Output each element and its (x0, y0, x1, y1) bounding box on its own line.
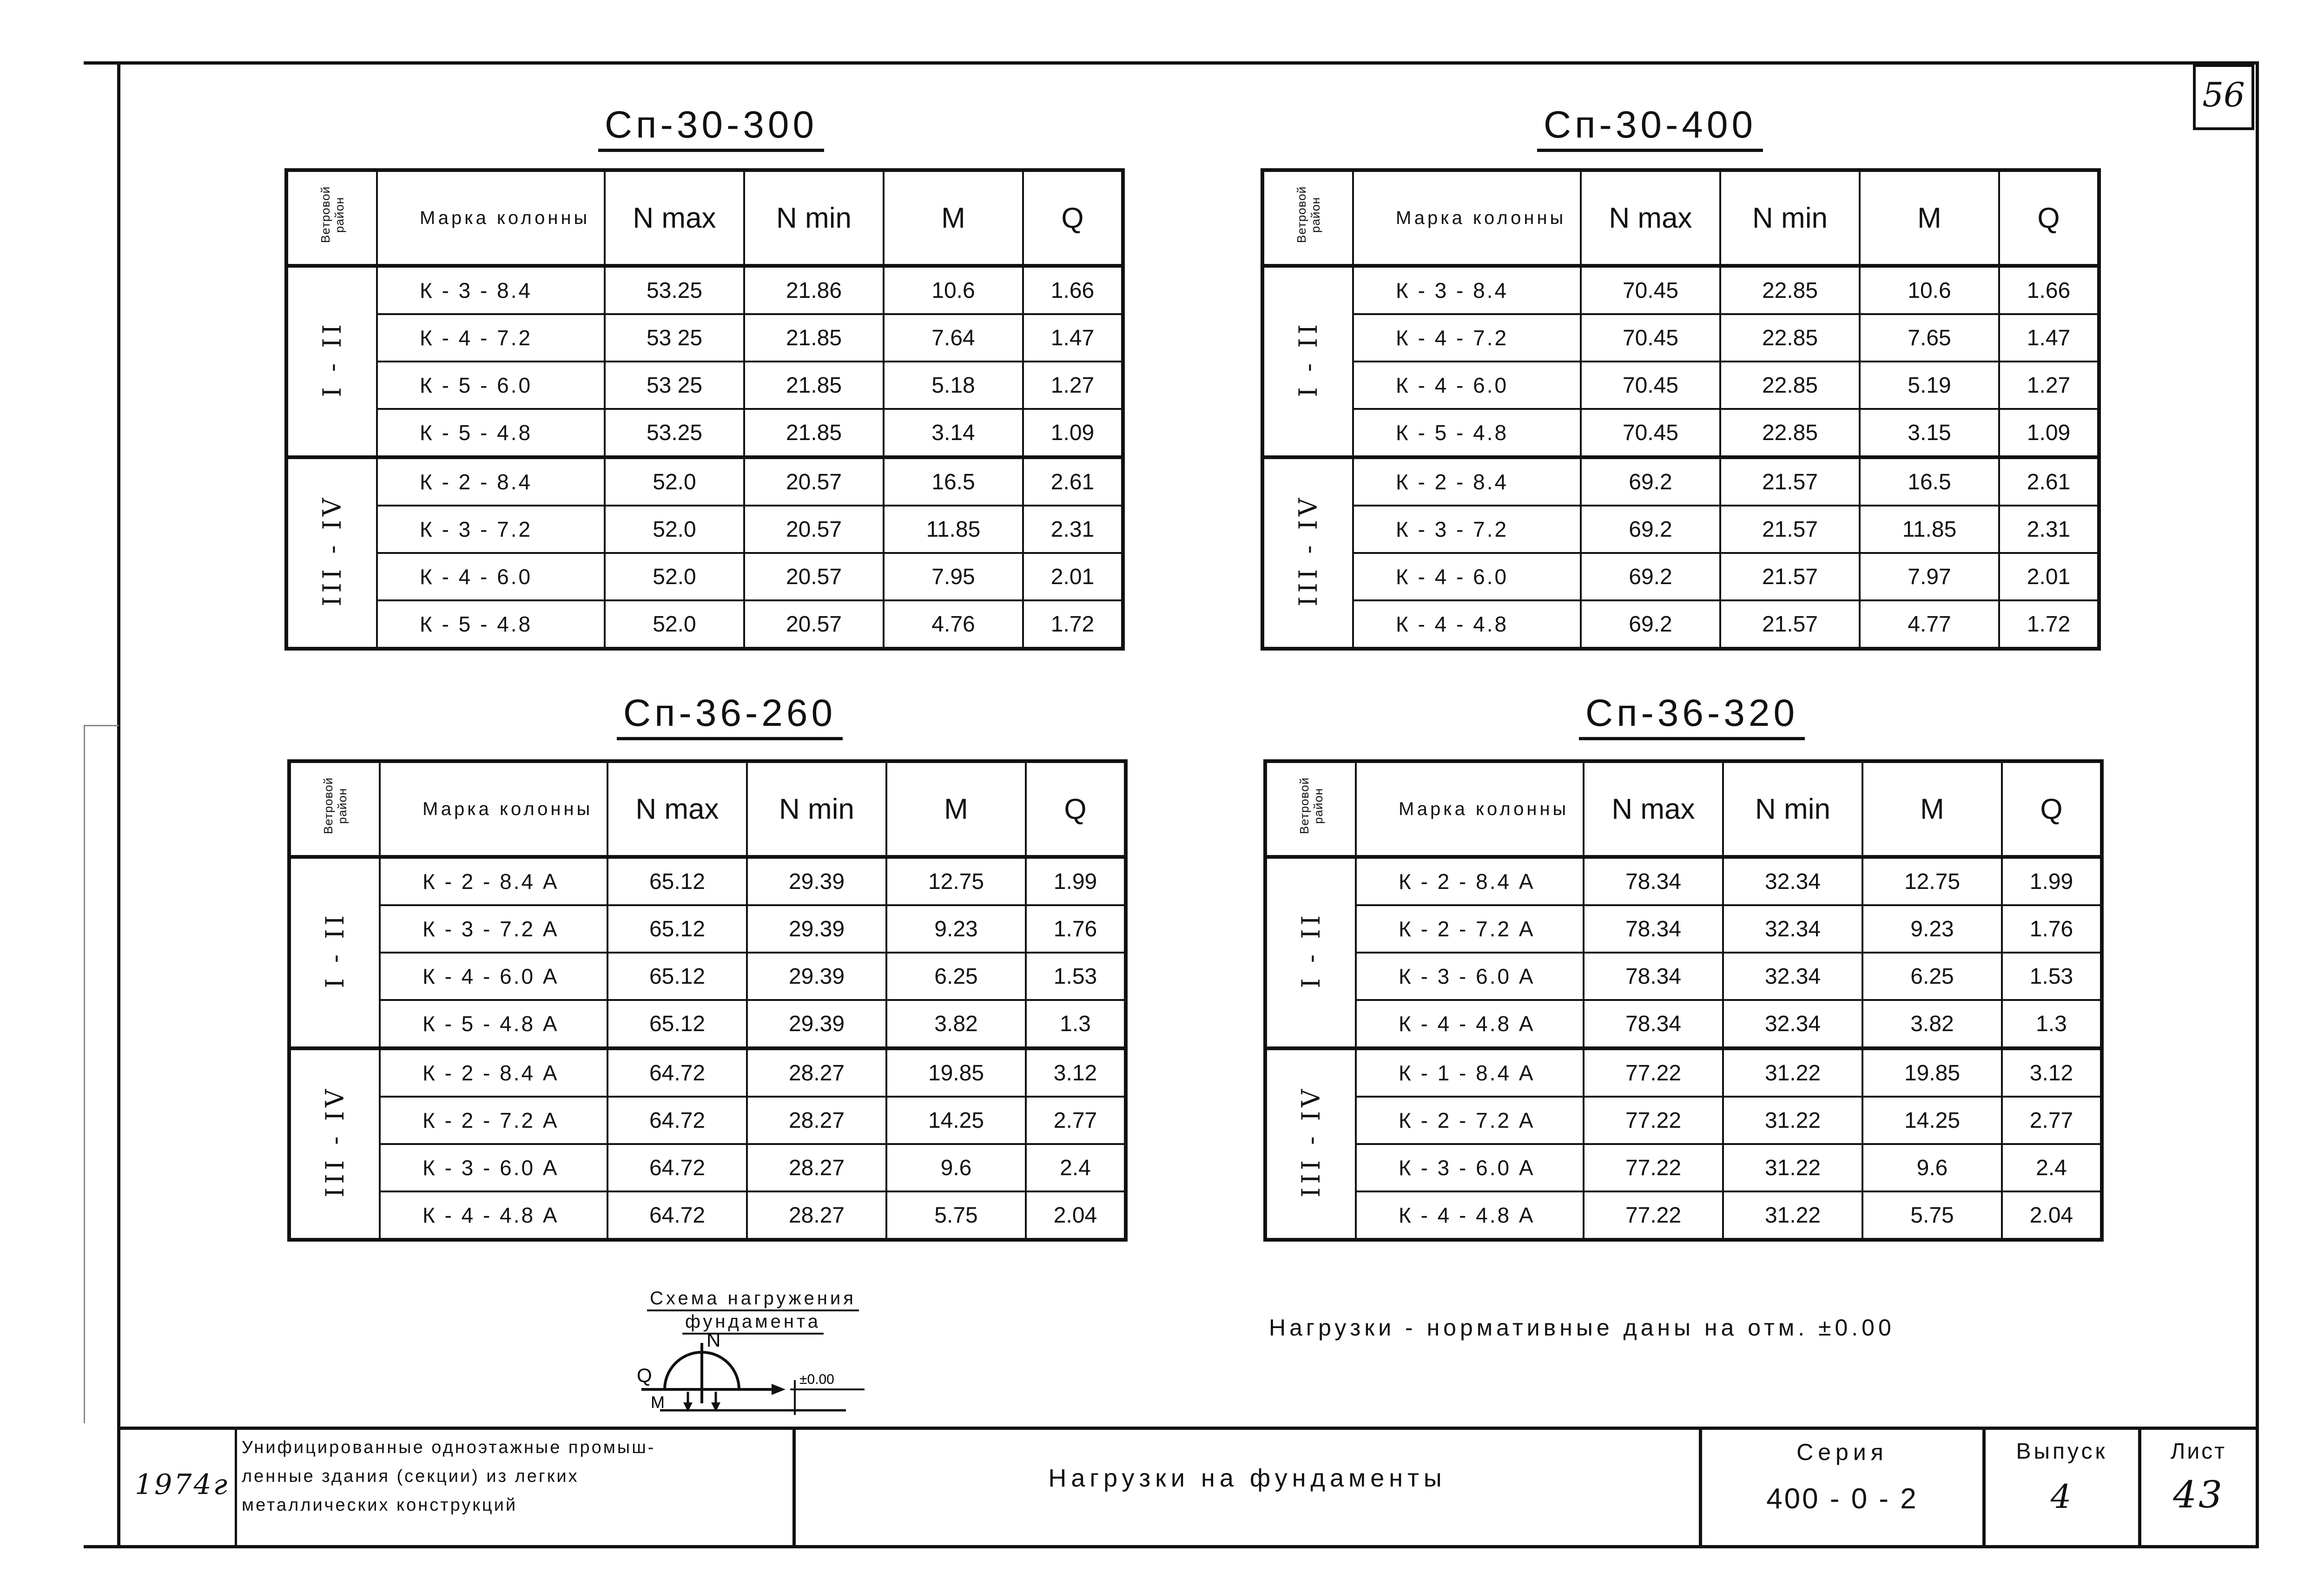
header-wind-region: Ветровой район (321, 777, 349, 834)
cell-nmin: 20.57 (744, 600, 884, 649)
cell-nmin: 29.39 (747, 953, 886, 1000)
cell-marka: К - 5 - 6.0 (377, 362, 605, 409)
cell-q: 2.77 (2002, 1097, 2102, 1144)
cell-nmax: 53.25 (605, 409, 744, 457)
cell-marka: К - 2 - 7.2 А (380, 1097, 607, 1144)
cell-marka: К - 2 - 8.4 А (380, 1048, 607, 1097)
cell-m: 3.82 (1862, 1000, 2002, 1048)
cell-marka: К - 4 - 6.0 (377, 553, 605, 600)
cell-m: 4.76 (884, 600, 1023, 649)
cell-nmax: 65.12 (607, 857, 747, 905)
header-nmin: N min (744, 170, 884, 266)
cell-nmin: 21.86 (744, 266, 884, 314)
cell-m: 3.15 (1860, 409, 1999, 457)
cell-m: 9.23 (1862, 905, 2002, 953)
cell-q: 1.3 (2002, 1000, 2102, 1048)
cell-q: 1.27 (1999, 362, 2099, 409)
cell-nmin: 21.57 (1720, 553, 1860, 600)
cell-marka: К - 4 - 7.2 (377, 314, 605, 362)
cell-m: 12.75 (886, 857, 1026, 905)
cell-m: 6.25 (886, 953, 1026, 1000)
cell-nmin: 31.22 (1723, 1191, 1862, 1240)
header-marka: Марка колонны (377, 170, 605, 266)
cell-nmin: 20.57 (744, 506, 884, 553)
cell-m: 9.6 (1862, 1144, 2002, 1191)
cell-nmin: 22.85 (1720, 362, 1860, 409)
cell-marka: К - 3 - 7.2 А (380, 905, 607, 953)
cell-marka: К - 5 - 4.8 (377, 600, 605, 649)
cell-q: 2.4 (1026, 1144, 1126, 1191)
cell-marka: К - 3 - 6.0 А (1356, 953, 1584, 1000)
cell-m: 7.97 (1860, 553, 1999, 600)
cell-nmax: 52.0 (605, 457, 744, 506)
scheme-title-line2: фундамента (646, 1311, 860, 1332)
cell-nmax: 53 25 (605, 362, 744, 409)
titleblock-series-value: 400 - 0 - 2 (1766, 1483, 1918, 1515)
titleblock-issue-value: 4 (2050, 1478, 2073, 1516)
titleblock-description-line3: металлических конструкций (242, 1495, 518, 1515)
cell-q: 2.31 (1023, 506, 1123, 553)
header-nmin: N min (1720, 170, 1860, 266)
header-wind-region: Ветровой район (318, 186, 346, 243)
cell-m: 14.25 (886, 1097, 1026, 1144)
cell-m: 3.14 (884, 409, 1023, 457)
cell-m: 16.5 (1860, 457, 1999, 506)
cell-nmax: 77.22 (1584, 1144, 1723, 1191)
header-q: Q (1023, 170, 1123, 266)
header-q: Q (2002, 761, 2102, 857)
header-m: M (1862, 761, 2002, 857)
cell-q: 1.99 (2002, 857, 2102, 905)
cell-m: 11.85 (1860, 506, 1999, 553)
cell-marka: К - 3 - 7.2 (1353, 506, 1581, 553)
cell-m: 9.23 (886, 905, 1026, 953)
cell-nmin: 21.57 (1720, 600, 1860, 649)
cell-q: 3.12 (1026, 1048, 1126, 1097)
cell-q: 1.76 (2002, 905, 2102, 953)
table-3-title: Сп-36-260 (576, 691, 883, 735)
cell-q: 1.76 (1026, 905, 1126, 953)
table-2-title: Сп-30-400 (1497, 103, 1803, 147)
header-nmax: N max (607, 761, 747, 857)
cell-m: 19.85 (1862, 1048, 2002, 1097)
cell-nmax: 69.2 (1581, 600, 1720, 649)
cell-nmax: 65.12 (607, 953, 747, 1000)
cell-m: 5.18 (884, 362, 1023, 409)
cell-m: 5.75 (1862, 1191, 2002, 1240)
header-m: M (884, 170, 1023, 266)
cell-q: 1.66 (1999, 266, 2099, 314)
cell-nmin: 20.57 (744, 457, 884, 506)
cell-marka: К - 3 - 8.4 (377, 266, 605, 314)
header-q: Q (1999, 170, 2099, 266)
cell-marka: К - 1 - 8.4 А (1356, 1048, 1584, 1097)
cell-marka: К - 4 - 7.2 (1353, 314, 1581, 362)
cell-nmax: 78.34 (1584, 1000, 1723, 1048)
cell-nmin: 28.27 (747, 1048, 886, 1097)
cell-nmin: 32.34 (1723, 953, 1862, 1000)
cell-nmin: 29.39 (747, 857, 886, 905)
titleblock-divider-3 (1699, 1427, 1702, 1548)
cell-nmax: 64.72 (607, 1097, 747, 1144)
cell-nmax: 78.34 (1584, 953, 1723, 1000)
cell-q: 1.99 (1026, 857, 1126, 905)
header-nmin: N min (1723, 761, 1862, 857)
cell-nmax: 70.45 (1581, 362, 1720, 409)
normative-loads-note: Нагрузки - нормативные даны на отм. ±0.00 (1269, 1315, 1895, 1341)
cell-nmax: 65.12 (607, 1000, 747, 1048)
cell-nmin: 32.34 (1723, 857, 1862, 905)
cell-q: 2.61 (1999, 457, 2099, 506)
frame-top-line (84, 61, 2259, 65)
cell-marka: К - 5 - 4.8 (1353, 409, 1581, 457)
cell-q: 1.47 (1999, 314, 2099, 362)
cell-marka: К - 3 - 6.0 А (380, 1144, 607, 1191)
foundation-load-diagram (632, 1334, 874, 1417)
wind-region-label: III - IV (1294, 494, 1323, 606)
titleblock-series-label: Серия (1796, 1439, 1888, 1465)
label-level: ±0.00 (799, 1372, 834, 1387)
cell-nmin: 28.27 (747, 1097, 886, 1144)
cell-m: 4.77 (1860, 600, 1999, 649)
header-marka: Марка колонны (380, 761, 607, 857)
cell-marka: К - 4 - 4.8 А (380, 1191, 607, 1240)
header-m: M (1860, 170, 1999, 266)
cell-marka: К - 5 - 4.8 (377, 409, 605, 457)
cell-nmax: 78.34 (1584, 857, 1723, 905)
cell-marka: К - 3 - 8.4 (1353, 266, 1581, 314)
cell-nmin: 32.34 (1723, 1000, 1862, 1048)
wind-region-label: III - IV (1296, 1085, 1326, 1197)
cell-nmin: 20.57 (744, 553, 884, 600)
cell-nmin: 31.22 (1723, 1048, 1862, 1097)
cell-nmax: 70.45 (1581, 409, 1720, 457)
cell-marka: К - 2 - 8.4 (377, 457, 605, 506)
cell-marka: К - 4 - 4.8 (1353, 600, 1581, 649)
titleblock-issue-label: Выпуск (2016, 1439, 2108, 1464)
cell-nmax: 69.2 (1581, 506, 1720, 553)
header-m: M (886, 761, 1026, 857)
cell-m: 5.19 (1860, 362, 1999, 409)
cell-marka: К - 5 - 4.8 А (380, 1000, 607, 1048)
cell-nmax: 77.22 (1584, 1097, 1723, 1144)
cell-nmin: 21.85 (744, 409, 884, 457)
cell-nmax: 69.2 (1581, 553, 1720, 600)
cell-m: 7.95 (884, 553, 1023, 600)
cell-q: 1.53 (1026, 953, 1126, 1000)
label-n: N (706, 1334, 721, 1351)
titleblock-divider-2 (792, 1427, 796, 1548)
wind-region-label: I - II (320, 911, 350, 988)
cell-nmax: 64.72 (607, 1048, 747, 1097)
label-q: Q (637, 1364, 652, 1386)
cell-m: 11.85 (884, 506, 1023, 553)
load-table-1 (284, 168, 1125, 651)
cell-nmin: 21.57 (1720, 506, 1860, 553)
cell-nmin: 29.39 (747, 1000, 886, 1048)
titleblock-divider-5 (2138, 1427, 2141, 1548)
titleblock-divider-1 (235, 1427, 237, 1548)
wind-region-label: I - II (1294, 320, 1323, 397)
cell-marka: К - 3 - 6.0 А (1356, 1144, 1584, 1191)
cell-nmin: 22.85 (1720, 266, 1860, 314)
cell-marka: К - 4 - 6.0 А (380, 953, 607, 1000)
cell-nmin: 31.22 (1723, 1144, 1862, 1191)
header-q: Q (1026, 761, 1126, 857)
header-wind-region: Ветровой район (1297, 777, 1325, 834)
cell-q: 1.47 (1023, 314, 1123, 362)
cell-nmax: 77.22 (1584, 1048, 1723, 1097)
cell-m: 7.64 (884, 314, 1023, 362)
cell-nmin: 22.85 (1720, 409, 1860, 457)
cell-marka: К - 4 - 4.8 А (1356, 1000, 1584, 1048)
cell-nmax: 52.0 (605, 600, 744, 649)
cell-q: 1.72 (1999, 600, 2099, 649)
frame-right-line (2256, 61, 2259, 1548)
cell-nmin: 32.34 (1723, 905, 1862, 953)
cell-m: 14.25 (1862, 1097, 2002, 1144)
cell-m: 5.75 (886, 1191, 1026, 1240)
table-4-title: Сп-36-320 (1538, 691, 1845, 735)
table-1-title: Сп-30-300 (558, 103, 865, 147)
header-marka: Марка колонны (1353, 170, 1581, 266)
cell-nmax: 52.0 (605, 553, 744, 600)
wind-region-label: I - II (1296, 911, 1326, 988)
titleblock-top-line (117, 1427, 2259, 1430)
cell-m: 12.75 (1862, 857, 2002, 905)
cell-m: 3.82 (886, 1000, 1026, 1048)
titleblock-sheet-label: Лист (2170, 1439, 2227, 1464)
load-table-3 (287, 759, 1128, 1242)
cell-marka: К - 2 - 8.4 А (380, 857, 607, 905)
header-marka: Марка колонны (1356, 761, 1584, 857)
wind-region-label: III - IV (320, 1085, 350, 1197)
cell-nmax: 53.25 (605, 266, 744, 314)
cell-m: 19.85 (886, 1048, 1026, 1097)
scheme-title-line1: Схема нагружения (604, 1288, 902, 1309)
cell-nmax: 70.45 (1581, 314, 1720, 362)
cell-marka: К - 3 - 7.2 (377, 506, 605, 553)
frame-bottom-line (84, 1545, 2259, 1548)
titleblock-description-line1: Унифицированные одноэтажные промыш- (242, 1438, 656, 1457)
cell-marka: К - 4 - 6.0 (1353, 553, 1581, 600)
cell-marka: К - 2 - 7.2 А (1356, 905, 1584, 953)
cell-nmin: 22.85 (1720, 314, 1860, 362)
cell-m: 16.5 (884, 457, 1023, 506)
titleblock-description-line2: ленные здания (секции) из легких (242, 1467, 579, 1486)
cell-q: 1.66 (1023, 266, 1123, 314)
cell-m: 9.6 (886, 1144, 1026, 1191)
cell-nmin: 28.27 (747, 1144, 886, 1191)
cell-q: 2.4 (2002, 1144, 2102, 1191)
wind-region-label: III - IV (317, 494, 347, 606)
cell-q: 1.72 (1023, 600, 1123, 649)
cell-q: 1.27 (1023, 362, 1123, 409)
cell-q: 2.01 (1023, 553, 1123, 600)
cell-nmax: 64.72 (607, 1191, 747, 1240)
cell-q: 1.09 (1999, 409, 2099, 457)
cell-marka: К - 2 - 8.4 А (1356, 857, 1584, 905)
sheet-corner-number: 56 (2193, 64, 2254, 130)
cell-nmax: 52.0 (605, 506, 744, 553)
header-nmax: N max (1581, 170, 1720, 266)
cell-nmax: 69.2 (1581, 457, 1720, 506)
cell-q: 2.61 (1023, 457, 1123, 506)
cell-m: 10.6 (1860, 266, 1999, 314)
cell-nmax: 53 25 (605, 314, 744, 362)
cell-q: 2.31 (1999, 506, 2099, 553)
cell-q: 2.01 (1999, 553, 2099, 600)
cell-q: 3.12 (2002, 1048, 2102, 1097)
titleblock-divider-4 (1982, 1427, 1986, 1548)
cell-nmin: 31.22 (1723, 1097, 1862, 1144)
cell-nmax: 64.72 (607, 1144, 747, 1191)
cell-m: 6.25 (1862, 953, 2002, 1000)
label-m: M (651, 1393, 665, 1412)
cell-nmax: 77.22 (1584, 1191, 1723, 1240)
cell-nmax: 65.12 (607, 905, 747, 953)
cell-m: 7.65 (1860, 314, 1999, 362)
cell-m: 10.6 (884, 266, 1023, 314)
cell-nmin: 21.57 (1720, 457, 1860, 506)
header-nmax: N max (605, 170, 744, 266)
cell-marka: К - 2 - 8.4 (1353, 457, 1581, 506)
cell-nmin: 21.85 (744, 314, 884, 362)
cell-nmax: 78.34 (1584, 905, 1723, 953)
cell-q: 2.04 (2002, 1191, 2102, 1240)
header-nmin: N min (747, 761, 886, 857)
cell-marka: К - 2 - 7.2 А (1356, 1097, 1584, 1144)
cell-nmax: 70.45 (1581, 266, 1720, 314)
titleblock-drawing-title: Нагрузки на фундаменты (1048, 1464, 1446, 1492)
cell-q: 1.3 (1026, 1000, 1126, 1048)
cell-q: 2.77 (1026, 1097, 1126, 1144)
cell-marka: К - 4 - 4.8 А (1356, 1191, 1584, 1240)
cell-marka: К - 4 - 6.0 (1353, 362, 1581, 409)
cell-nmin: 21.85 (744, 362, 884, 409)
header-wind-region: Ветровой район (1294, 186, 1322, 243)
left-margin-stamp (84, 725, 119, 1423)
cell-nmin: 29.39 (747, 905, 886, 953)
load-table-2 (1261, 168, 2101, 651)
load-table-4 (1263, 759, 2104, 1242)
cell-q: 1.53 (2002, 953, 2102, 1000)
header-nmax: N max (1584, 761, 1723, 857)
titleblock-year: 1974г (135, 1468, 230, 1501)
cell-nmin: 28.27 (747, 1191, 886, 1240)
cell-q: 2.04 (1026, 1191, 1126, 1240)
titleblock-sheet-value: 43 (2173, 1473, 2224, 1516)
wind-region-label: I - II (317, 320, 347, 397)
cell-q: 1.09 (1023, 409, 1123, 457)
